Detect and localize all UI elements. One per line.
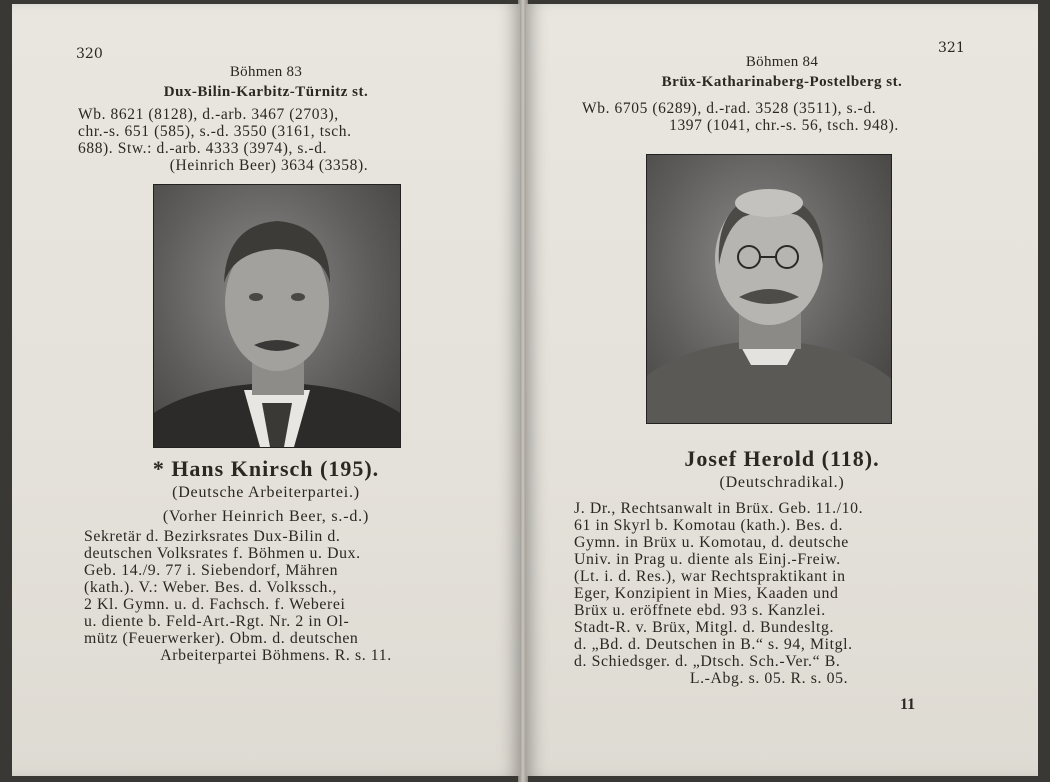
signature-mark: 11 xyxy=(900,696,916,713)
bio-line: Stadt-R. v. Brüx, Mitgl. d. Bundesltg. xyxy=(574,619,835,636)
bio-line: mütz (Feuerwerker). Obm. d. deutschen xyxy=(84,630,359,647)
bio-line: d. „Bd. d. Deutschen in B.“ s. 94, Mitgl. xyxy=(574,636,853,653)
district-header: Brüx-Katharinaberg-Postelberg st. xyxy=(661,74,903,90)
region-header: Böhmen 84 xyxy=(745,54,819,70)
bio-line: 61 in Skyrl b. Komotau (kath.). Bes. d. xyxy=(574,517,844,534)
stats-line: (Heinrich Beer) 3634 (3358). xyxy=(169,157,369,174)
page-number: 321 xyxy=(938,40,965,56)
bio-line: (kath.). V.: Weber. Bes. d. Volkssch., xyxy=(84,579,338,596)
bio-line: u. diente b. Feld-Art.-Rgt. Nr. 2 in Ol- xyxy=(84,613,350,630)
bio-line: 2 Kl. Gymn. u. d. Fachsch. f. Weberei xyxy=(84,596,346,613)
bio-line: Geb. 14./9. 77 i. Siebendorf, Mähren xyxy=(84,562,339,579)
party-affiliation: (Deutschradikal.) xyxy=(719,474,845,491)
biography xyxy=(574,500,964,687)
election-stats xyxy=(78,106,460,174)
person-name: * Hans Knirsch (195). xyxy=(152,456,380,481)
stats-line: chr.-s. 651 (585), s.-d. 3550 (3161, tsch. xyxy=(78,123,352,140)
stats-line: Wb. 8621 (8128), d.-arb. 3467 (2703), xyxy=(78,106,339,123)
predecessor-note: (Vorher Heinrich Beer, s.-d.) xyxy=(162,508,370,525)
party-affiliation: (Deutsche Arbeiterpartei.) xyxy=(172,484,360,501)
right-page xyxy=(526,4,1038,776)
portrait-photo xyxy=(153,184,401,448)
election-stats xyxy=(582,100,986,134)
bio-line: Gymn. in Brüx u. Komotau, d. deutsche xyxy=(574,534,849,551)
bio-line: deutschen Volksrates f. Böhmen u. Dux. xyxy=(84,545,361,562)
stats-line: 1397 (1041, chr.-s. 56, tsch. 948). xyxy=(669,117,899,134)
district-header: Dux-Bilin-Karbitz-Türnitz st. xyxy=(163,84,369,100)
bio-line: (Lt. i. d. Res.), war Rechtspraktikant in xyxy=(574,568,846,585)
bio-line: Univ. in Prag u. diente als Einj.-Freiw. xyxy=(574,551,841,568)
bio-line: Sekretär d. Bezirksrates Dux-Bilin d. xyxy=(84,528,341,545)
bio-line: L.-Abg. s. 05. R. s. 05. xyxy=(689,670,849,687)
bio-line: Eger, Konzipient in Mies, Kaaden und xyxy=(574,585,839,602)
bio-line: Brüx u. eröffnete ebd. 93 s. Kanzlei. xyxy=(574,602,826,619)
region-header: Böhmen 83 xyxy=(229,64,303,80)
bio-line: J. Dr., Rechtsanwalt in Brüx. Geb. 11./10. xyxy=(574,500,864,517)
bio-line: d. Schiedsger. d. „Dtsch. Sch.-Ver.“ B. xyxy=(574,653,841,670)
left-page xyxy=(12,4,520,776)
person-name: Josef Herold (118). xyxy=(684,446,880,471)
page-number: 320 xyxy=(76,46,103,62)
stats-line: Wb. 6705 (6289), d.-rad. 3528 (3511), s.-d. xyxy=(582,100,877,117)
portrait-photo xyxy=(646,154,892,424)
stats-line: 688). Stw.: d.-arb. 4333 (3974), s.-d. xyxy=(78,140,328,157)
bio-line: Arbeiterpartei Böhmens. R. s. 11. xyxy=(160,647,392,664)
biography xyxy=(84,528,468,664)
